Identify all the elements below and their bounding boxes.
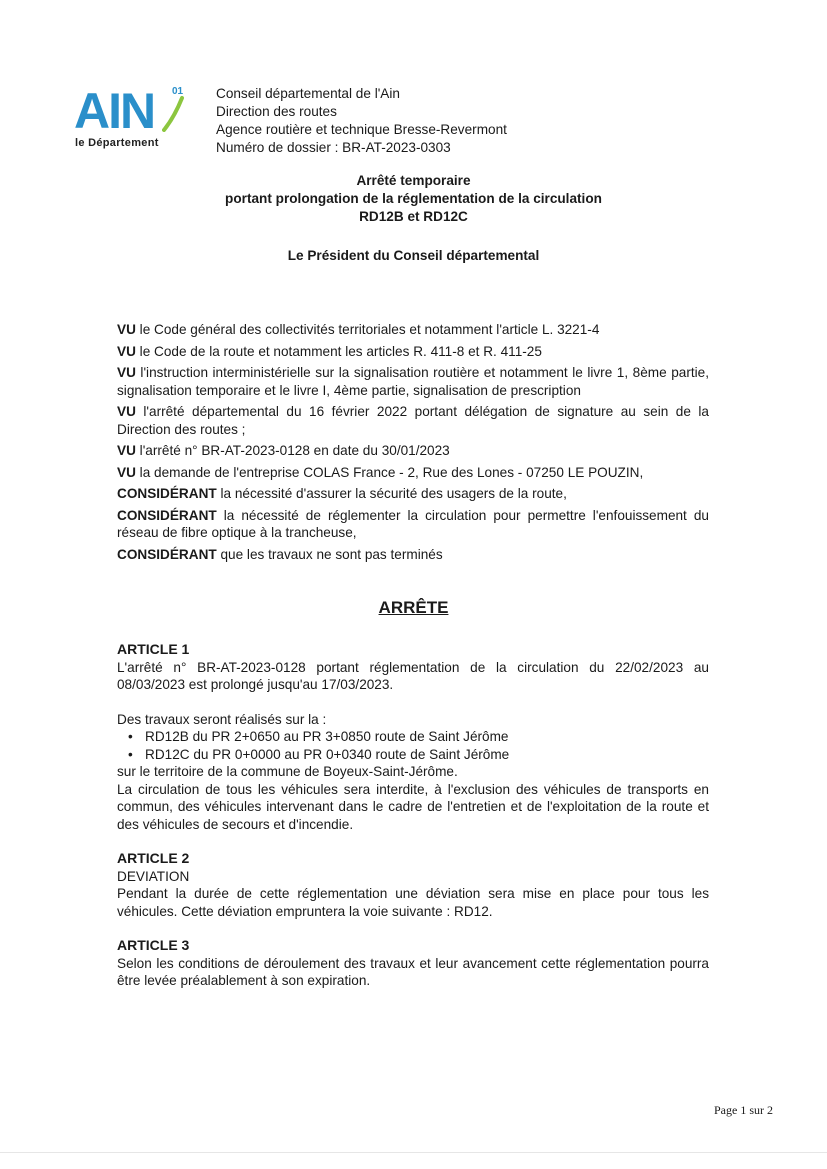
header-line: Conseil départemental de l'Ain xyxy=(216,86,400,101)
visa-keyword: VU xyxy=(117,464,136,480)
header-line: Direction des routes xyxy=(216,104,337,119)
visa-keyword: VU xyxy=(117,343,136,359)
article-1-territory: sur le territoire de la commune de Boyeux-Saint-Jérôme. xyxy=(117,764,458,779)
visa-item xyxy=(117,321,709,339)
article-2-title: ARTICLE 2 xyxy=(117,850,190,866)
header-line: Agence routière et technique Bresse-Revermont xyxy=(216,122,507,137)
article-2-subtitle: DEVIATION xyxy=(117,868,190,884)
considerant-keyword: CONSIDÉRANT xyxy=(117,546,217,562)
title-line: RD12B et RD12C xyxy=(359,209,468,224)
article-3-paragraph: Selon les conditions de déroulement des travaux et leur avancement cette réglementation pourra être levée préalablement à son expiration. xyxy=(117,955,709,988)
visa-item xyxy=(117,364,709,399)
list-item: • RD12C du PR 0+0000 au PR 0+0340 route de Saint Jérôme xyxy=(145,746,709,764)
considerant-keyword: CONSIDÉRANT xyxy=(117,486,217,501)
visa-text: l'arrêté n° BR-AT-2023-0128 en date du 30/01/2023 xyxy=(135,443,450,458)
visa-keyword: VU xyxy=(117,404,136,419)
visa-item xyxy=(117,403,709,438)
visa-text: la demande de l'entreprise COLAS France - 2, Rue des Lones - 07250 LE POUZIN, xyxy=(135,464,644,480)
considerant-item xyxy=(117,546,709,564)
considerant-text: la nécessité d'assurer la sécurité des usagers de la route, xyxy=(216,486,567,501)
visa-item xyxy=(117,343,709,361)
considerant-keyword: CONSIDÉRANT xyxy=(117,507,217,523)
visa-item xyxy=(117,442,709,460)
article-1-restriction: La circulation de tous les véhicules sera interdite, à l'exclusion des véhicules de transports en commun, des véhicules intervenant dans le cadre de l'entretien et de l'exploitation de la route et des véhicules de secours et d'incendie. xyxy=(117,781,709,832)
article-3-title: ARTICLE 3 xyxy=(117,937,190,953)
article-1-paragraph: L'arrêté n° BR-AT-2023-0128 portant réglementation de la circulation du 22/02/2023 au 08/03/2023 est prolongé jusqu'au 17/03/2023. xyxy=(117,659,709,692)
visa-keyword: VU xyxy=(117,443,136,458)
logo-subtitle: le Département xyxy=(75,137,159,149)
article-2-paragraph: Pendant la durée de cette réglementation une déviation sera mise en place pour tous les véhicules. Cette déviation empruntera la voie suivante : RD12. xyxy=(117,886,709,919)
logo-number: 01 xyxy=(172,86,184,97)
logo-swoosh-icon xyxy=(162,92,186,132)
president-heading: Le Président du Conseil départemental xyxy=(287,248,540,263)
articles-section xyxy=(117,641,709,990)
title-line: Arrêté temporaire xyxy=(356,173,471,188)
page-bottom-rule xyxy=(0,1152,827,1153)
visa-text: l'instruction interministérielle sur la signalisation routière et notamment le livre 1, 8ème partie, signalisation temporaire et le livre I, 4ème partie, signalisation de prescription xyxy=(117,365,709,398)
considerant-text: la nécessité de réglementer la circulation pour permettre l'enfouissement du réseau de fibre optique à la trancheuse, xyxy=(117,507,709,540)
visa-text: le Code de la route et notamment les articles R. 411-8 et R. 411-25 xyxy=(135,343,542,359)
considerant-item xyxy=(117,485,709,503)
list-item: • RD12B du PR 2+0650 au PR 3+0850 route de Saint Jérôme xyxy=(145,728,709,746)
arrete-heading: ARRÊTE xyxy=(378,598,449,617)
considerant-text: que les travaux ne sont pas terminés xyxy=(216,546,443,562)
visa-keyword: VU xyxy=(117,322,136,337)
article-1-intro: Des travaux seront réalisés sur la : xyxy=(117,711,327,727)
visa-item xyxy=(117,464,709,482)
visas-section xyxy=(117,321,709,567)
document-title xyxy=(0,172,827,226)
article-1-title: ARTICLE 1 xyxy=(117,641,190,657)
page-number: Page 1 sur 2 xyxy=(714,1103,773,1117)
visa-text: l'arrêté départemental du 16 février 2022 portant délégation de signature au sein de la Direction des routes ; xyxy=(117,404,709,437)
title-line: portant prolongation de la réglementation de la circulation xyxy=(225,191,602,206)
logo-word: AIN xyxy=(74,83,155,139)
road-section-list xyxy=(117,728,709,763)
issuer-header xyxy=(216,85,507,157)
visa-text: le Code général des collectivités territoriales et notamment l'article L. 3221-4 xyxy=(135,322,600,337)
ain-logo xyxy=(74,83,186,152)
visa-keyword: VU xyxy=(117,365,136,380)
considerant-item xyxy=(117,507,709,542)
dossier-number: Numéro de dossier : BR-AT-2023-0303 xyxy=(216,140,451,155)
